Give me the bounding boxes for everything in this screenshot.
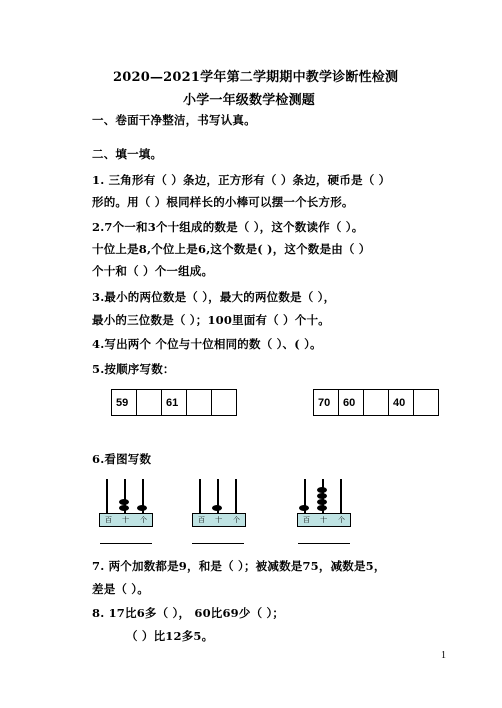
question-7-line-1: 7. 两个加数都是9，和是（ ）；被减数是75，减数是5， [92, 559, 386, 573]
abacus-label-ones: 个 [338, 516, 345, 524]
abacus-3 [297, 477, 353, 527]
seq1-cell[interactable] [212, 390, 237, 416]
section-1: 一、卷面干净整洁，书写认真。 [92, 113, 256, 127]
abacus-label-tens: 十 [122, 516, 129, 524]
question-8-line-2: （ ）比12多5。 [126, 629, 214, 643]
abacus-label-hundreds: 百 [105, 516, 112, 524]
abacus-label-tens: 十 [215, 516, 222, 524]
sequence-box-2 [313, 389, 439, 416]
question-4: 4.写出两个 个位与十位相同的数（ ）、( ）。 [92, 337, 322, 351]
question-8-line-1: 8. 17比6多（ ）， 60比69少（ ）； [92, 606, 285, 620]
question-5: 5.按顺序写数： [92, 362, 175, 376]
abacus-1 [99, 477, 155, 527]
seq2-cell[interactable]: 60 [339, 390, 364, 416]
question-1-line-2: 形的。用（ ）根同样长的小棒可以摆一个长方形。 [92, 195, 354, 209]
title-2: 小学一年级数学检测题 [183, 93, 316, 108]
question-6: 6.看图写数 [92, 452, 152, 466]
question-3-line-1: 3.最小的两位数是（ ），最大的两位数是（ ）， [92, 290, 336, 304]
abacus-label-tens: 十 [320, 516, 327, 524]
question-2-line-2: 十位上是8,个位上是6,这个数是( )，这个数是由（ ） [92, 242, 371, 256]
question-3-line-2: 最小的三位数是（ ）；100里面有（ ）个十。 [92, 313, 330, 327]
abacus-label-ones: 个 [140, 516, 147, 524]
sequence-box-1 [111, 389, 237, 416]
title-1: 2020—2021学年第二学期期中教学诊断性检测 [113, 70, 399, 85]
question-7-line-2: 差是（ ）。 [92, 582, 149, 596]
seq1-cell[interactable]: 59 [112, 390, 137, 416]
section-2: 二、填一填。 [92, 147, 163, 161]
seq1-cell[interactable]: 61 [162, 390, 187, 416]
question-2-line-3: 个十和（ ）个一组成。 [92, 264, 214, 278]
answer-line-3[interactable] [298, 543, 350, 544]
seq2-cell[interactable]: 70 [314, 390, 339, 416]
seq1-cell[interactable] [137, 390, 162, 416]
abacus-label-hundreds: 百 [198, 516, 205, 524]
abacus-2 [192, 477, 248, 527]
seq2-cell[interactable]: 40 [389, 390, 414, 416]
question-1-line-1: 1. 三角形有（ ）条边，正方形有（ ）条边，硬币是（ ） [92, 173, 391, 187]
seq2-cell[interactable] [364, 390, 389, 416]
answer-line-2[interactable] [192, 543, 244, 544]
abacus-label-hundreds: 百 [303, 516, 310, 524]
answer-line-1[interactable] [100, 543, 152, 544]
seq1-cell[interactable] [187, 390, 212, 416]
question-2-line-1: 2.7个一和3个十组成的数是（ ），这个数读作（ ）。 [92, 220, 364, 234]
page-number: 1 [441, 650, 446, 661]
seq2-cell[interactable] [414, 390, 439, 416]
abacus-label-ones: 个 [233, 516, 240, 524]
